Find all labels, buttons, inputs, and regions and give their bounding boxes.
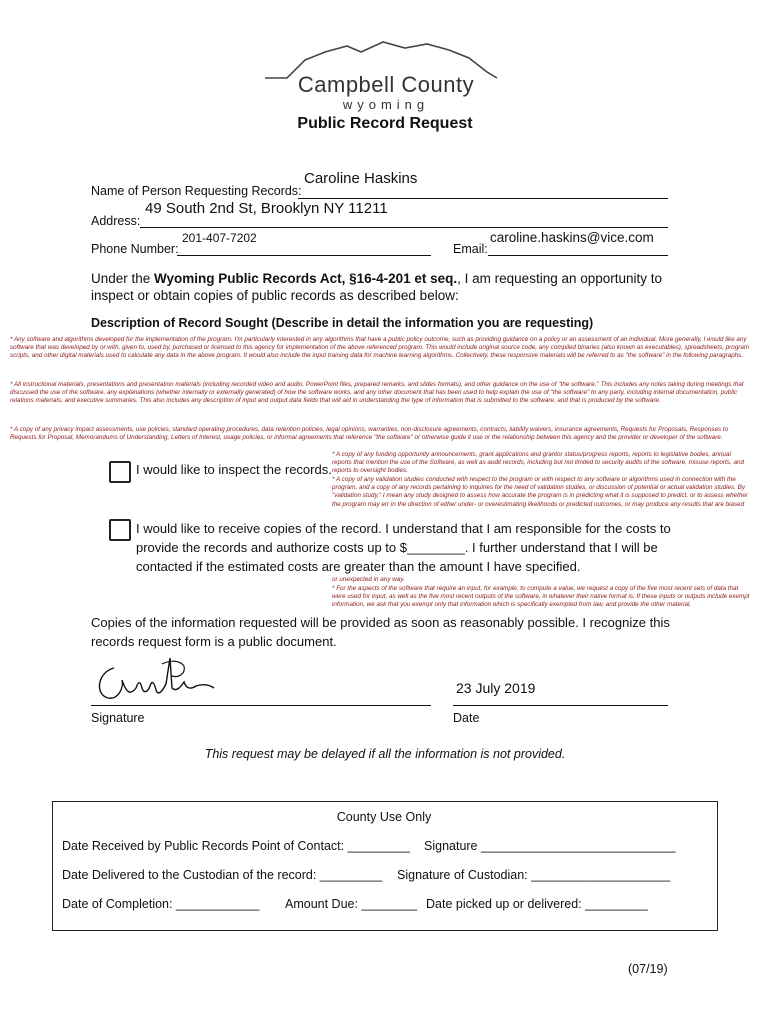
signature-label: Signature: [91, 711, 145, 725]
address-label: Address:: [91, 214, 141, 228]
phone-value[interactable]: 201-407-7202: [182, 231, 257, 245]
phone-label: Phone Number:: [91, 242, 179, 256]
name-value[interactable]: Caroline Haskins: [304, 170, 418, 187]
county-use-title: County Use Only: [336, 810, 432, 824]
description-heading: Description of Record Sought (Describe in detail the information you are requesting): [91, 316, 594, 330]
form-version: (07/19): [628, 962, 668, 976]
copies-checkbox[interactable]: [109, 519, 131, 541]
address-value[interactable]: 49 South 2nd St, Brooklyn NY 11211: [145, 200, 388, 217]
address-underline: [140, 227, 668, 228]
date-picked-up-field: Date picked up or delivered: _________: [426, 897, 648, 911]
email-label: Email:: [453, 242, 488, 256]
public-note-line-1: Copies of the information requested will be provided as soon as reasonably possible. I recognize this: [91, 615, 670, 630]
amount-due-field: Amount Due: ________: [285, 897, 418, 911]
side-note-funding: * A copy of any funding opportunity announcements, grant applications and grantor status/progress reports, reports to legislative bodies, annual reports that mention the use of the Software, as well as audit records, including but not limited to security audits of the software, misuse reports, and reports to oversight bodies.: [332, 451, 744, 475]
copies-line-2: provide the records and authorize costs up to $________. I further understand that I will be: [136, 540, 658, 555]
intro-line2: inspect or obtain copies of public records as described below:: [91, 288, 459, 303]
date-completion-field: Date of Completion: ____________: [62, 897, 260, 911]
date-delivered-field: Date Delivered to the Custodian of the record: _________: [62, 868, 383, 882]
copies-statement: [136, 519, 671, 576]
public-note-line-2: records request form is a public document.: [91, 634, 337, 649]
copies-line-1: I would like to receive copies of the record. I understand that I am responsible for the costs to: [136, 521, 671, 536]
description-para-2: * All instructional materials, presentations and presentation materials (including recorded video and audio, PowerPoint files, prepared remarks, and slides formats), and other guidance on the use of "the software." This includes any notes taking during meetings that discussed the use of the software, any explanations (whether internally or externally generated) of how the software works, and any other document that has been used to help explain the use of "the software" to any party, including internal documentation, public relations materials, and executive summaries. This also includes any description of input and output data fields that will aid in understanding the type of information that is submitted to the software, and that is produced by the software.: [10, 381, 744, 405]
delay-note: This request may be delayed if all the information is not provided.: [204, 747, 566, 761]
email-underline: [488, 255, 668, 256]
page-title: Public Record Request: [297, 115, 473, 132]
custodian-signature-field: Signature of Custodian: ____________________: [397, 868, 671, 882]
continued-note-1: or unexpected in any way.: [332, 576, 405, 583]
date-value[interactable]: 23 July 2019: [456, 680, 536, 696]
phone-underline: [177, 255, 431, 256]
email-value[interactable]: caroline.haskins@vice.com: [490, 230, 654, 245]
intro-statement: [91, 270, 662, 288]
signature-line: [91, 705, 431, 706]
name-label: Name of Person Requesting Records:: [91, 184, 302, 198]
county-logo-name: Campbell County: [297, 72, 475, 97]
side-note-validation: * A copy of any validation studies conducted with respect to the program or with respect to any software or algorithms used in connection with the program, and a copy of any records pertaining to inquiries for the need of validation studies, or discussion of potential or actual validation studies. By "validation study," I mean any study designed to assess how accurate the program is in predicting what it is supposed to predict, or to assess whether the program may err in the direction of either under- or overestimating likelihoods or predicted outcomes, or may produce any results that are biased: [332, 476, 748, 508]
inspect-label: I would like to inspect the records.: [136, 462, 332, 477]
poc-signature-field: Signature ____________________________: [424, 839, 676, 853]
county-logo-state: wyoming: [342, 97, 430, 112]
date-received-field: Date Received by Public Records Point of Contact: _________: [62, 839, 411, 853]
description-para-1: * Any software and algorithms developed for the implementation of the program. I'm particularly interested in any algorithms that have a public policy outcome, such as providing guidance on a policy or an assessment of an individual. More generally, I would like any software that was developed by or with, given to, used by, purchased or licensed to this agency for implementation of the above referenced program. This would include original source code, any compiled binaries (also known as executables), spreadsheets, program scripts, and other digital materials used to calculate any data in the above program. It would also include the input training data for machine learning algorithms. Collectively, these responsive materials will be referred to as "the software" in the following paragraphs.: [10, 336, 750, 360]
date-line: [453, 705, 668, 706]
public-document-note: [91, 613, 670, 651]
date-label: Date: [453, 711, 480, 725]
continued-note-2: * For the aspects of the software that require an input, for example, to compute a value, we request a copy of the five most recent sets of data that were used for input, as well as the five most recent outputs of the software, in whatever their native format is. If these inputs or outputs include exempt information, we ask that you exempt only that information which is specifically exempted from law, and provide the other material.: [332, 585, 750, 609]
intro-act: Wyoming Public Records Act, §16-4-201 et seq.: [154, 271, 458, 286]
handwritten-signature: [92, 648, 222, 706]
inspect-checkbox[interactable]: [109, 461, 131, 483]
copies-line-3: contacted if the estimated costs are greater than the amount I have specified.: [136, 559, 581, 574]
name-underline: [298, 198, 668, 199]
intro-pre: Under the: [91, 271, 155, 286]
description-para-3: * A copy of any privacy impact assessments, use policies, standard operating procedures, data retention policies, legal opinions, warranties, non-disclosure agreements, contracts, liability waivers, insurance agreements, Requests for Proposals, Responses to Requests for Proposal, Memorandums of Understanding, Letters of Interest, usage policies, or informal agreements that reference "the software" or otherwise guide it use or the relationship between this agency and the provider or developer of the software.: [10, 426, 729, 442]
intro-post: , I am requesting an opportunity to: [457, 271, 663, 286]
